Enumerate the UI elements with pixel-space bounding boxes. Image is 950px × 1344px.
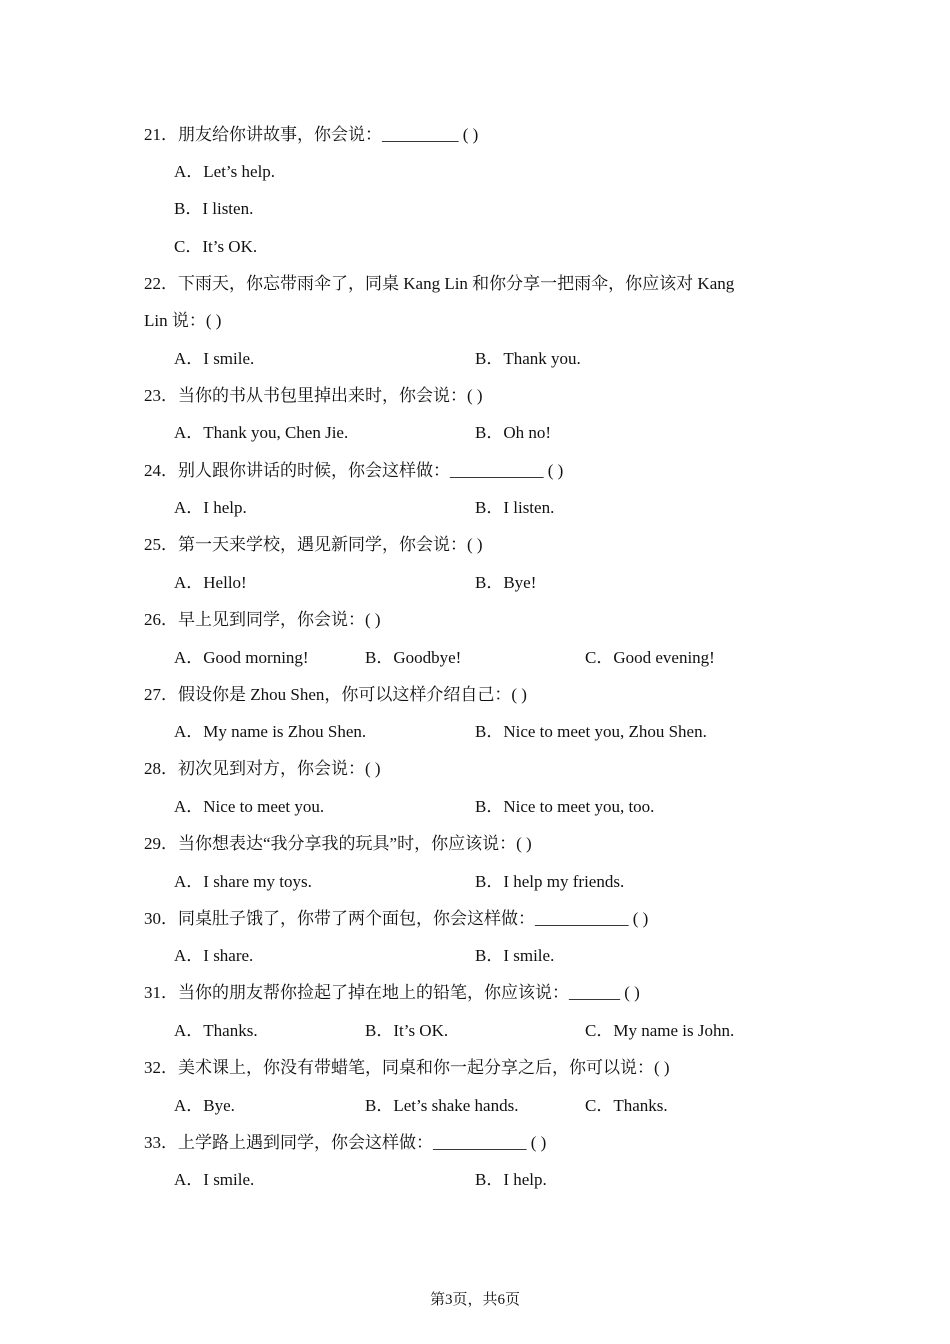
- question-29: 29．当你想表达“我分享我的玩具”时，你应该说：( ): [144, 834, 532, 853]
- q28-option-b[interactable]: B．Nice to meet you, too.: [475, 797, 655, 816]
- q29-option-a[interactable]: A．I share my toys.: [174, 872, 312, 891]
- q21-option-c[interactable]: C．It’s OK.: [174, 237, 258, 256]
- q21-option-b[interactable]: B．I listen.: [174, 199, 254, 218]
- q31-option-b[interactable]: B．It’s OK.: [365, 1021, 449, 1040]
- question-28: 28．初次见到对方，你会说：( ): [144, 759, 381, 778]
- q27-option-b[interactable]: B．Nice to meet you, Zhou Shen.: [475, 722, 707, 741]
- q23-option-a[interactable]: A．Thank you, Chen Jie.: [174, 423, 349, 442]
- q33-option-b[interactable]: B．I help.: [475, 1170, 547, 1189]
- q23-option-b[interactable]: B．Oh no!: [475, 423, 552, 442]
- q27-option-a[interactable]: A．My name is Zhou Shen.: [174, 722, 367, 741]
- q26-option-b[interactable]: B．Goodbye!: [365, 648, 462, 667]
- question-31: 31．当你的朋友帮你捡起了掉在地上的铅笔，你应该说：______ ( ): [144, 983, 640, 1002]
- question-21: 21．朋友给你讲故事，你会说：_________ ( ): [144, 125, 479, 144]
- question-30: 30．同桌肚子饿了，你带了两个面包，你会这样做：___________ ( ): [144, 909, 649, 928]
- q29-option-b[interactable]: B．I help my friends.: [475, 872, 625, 891]
- question-27: 27．假设你是 Zhou Shen，你可以这样介绍自己：( ): [144, 685, 527, 704]
- q31-option-c[interactable]: C．My name is John.: [585, 1021, 735, 1040]
- question-33: 33．上学路上遇到同学，你会这样做：___________ ( ): [144, 1133, 547, 1152]
- q24-option-a[interactable]: A．I help.: [174, 498, 247, 517]
- question-22-continued: Lin 说：( ): [144, 311, 222, 330]
- q28-option-a[interactable]: A．Nice to meet you.: [174, 797, 325, 816]
- q30-option-a[interactable]: A．I share.: [174, 946, 254, 965]
- q32-option-b[interactable]: B．Let’s shake hands.: [365, 1096, 519, 1115]
- q32-option-a[interactable]: A．Bye.: [174, 1096, 235, 1115]
- question-22: 22．下雨天，你忘带雨伞了，同桌 Kang Lin 和你分享一把雨伞，你应该对 Kang: [144, 274, 735, 293]
- q22-option-b[interactable]: B．Thank you.: [475, 349, 581, 368]
- q24-option-b[interactable]: B．I listen.: [475, 498, 555, 517]
- q22-option-a[interactable]: A．I smile.: [174, 349, 255, 368]
- q32-option-c[interactable]: C．Thanks.: [585, 1096, 668, 1115]
- question-25: 25．第一天来学校，遇见新同学，你会说：( ): [144, 535, 483, 554]
- q21-option-a[interactable]: A．Let’s help.: [174, 162, 276, 181]
- q26-option-a[interactable]: A．Good morning!: [174, 648, 309, 667]
- question-24: 24．别人跟你讲话的时候，你会这样做：___________ ( ): [144, 461, 564, 480]
- question-32: 32．美术课上，你没有带蜡笔，同桌和你一起分享之后，你可以说：( ): [144, 1058, 670, 1077]
- page-footer: 第3页，共6页: [429, 1292, 520, 1308]
- q26-option-c[interactable]: C．Good evening!: [585, 648, 715, 667]
- q31-option-a[interactable]: A．Thanks.: [174, 1021, 258, 1040]
- q33-option-a[interactable]: A．I smile.: [174, 1170, 255, 1189]
- q25-option-a[interactable]: A．Hello!: [174, 573, 247, 592]
- q25-option-b[interactable]: B．Bye!: [475, 573, 537, 592]
- q30-option-b[interactable]: B．I smile.: [475, 946, 555, 965]
- question-23: 23．当你的书从书包里掉出来时，你会说：( ): [144, 386, 483, 405]
- question-26: 26．早上见到同学，你会说：( ): [144, 610, 381, 629]
